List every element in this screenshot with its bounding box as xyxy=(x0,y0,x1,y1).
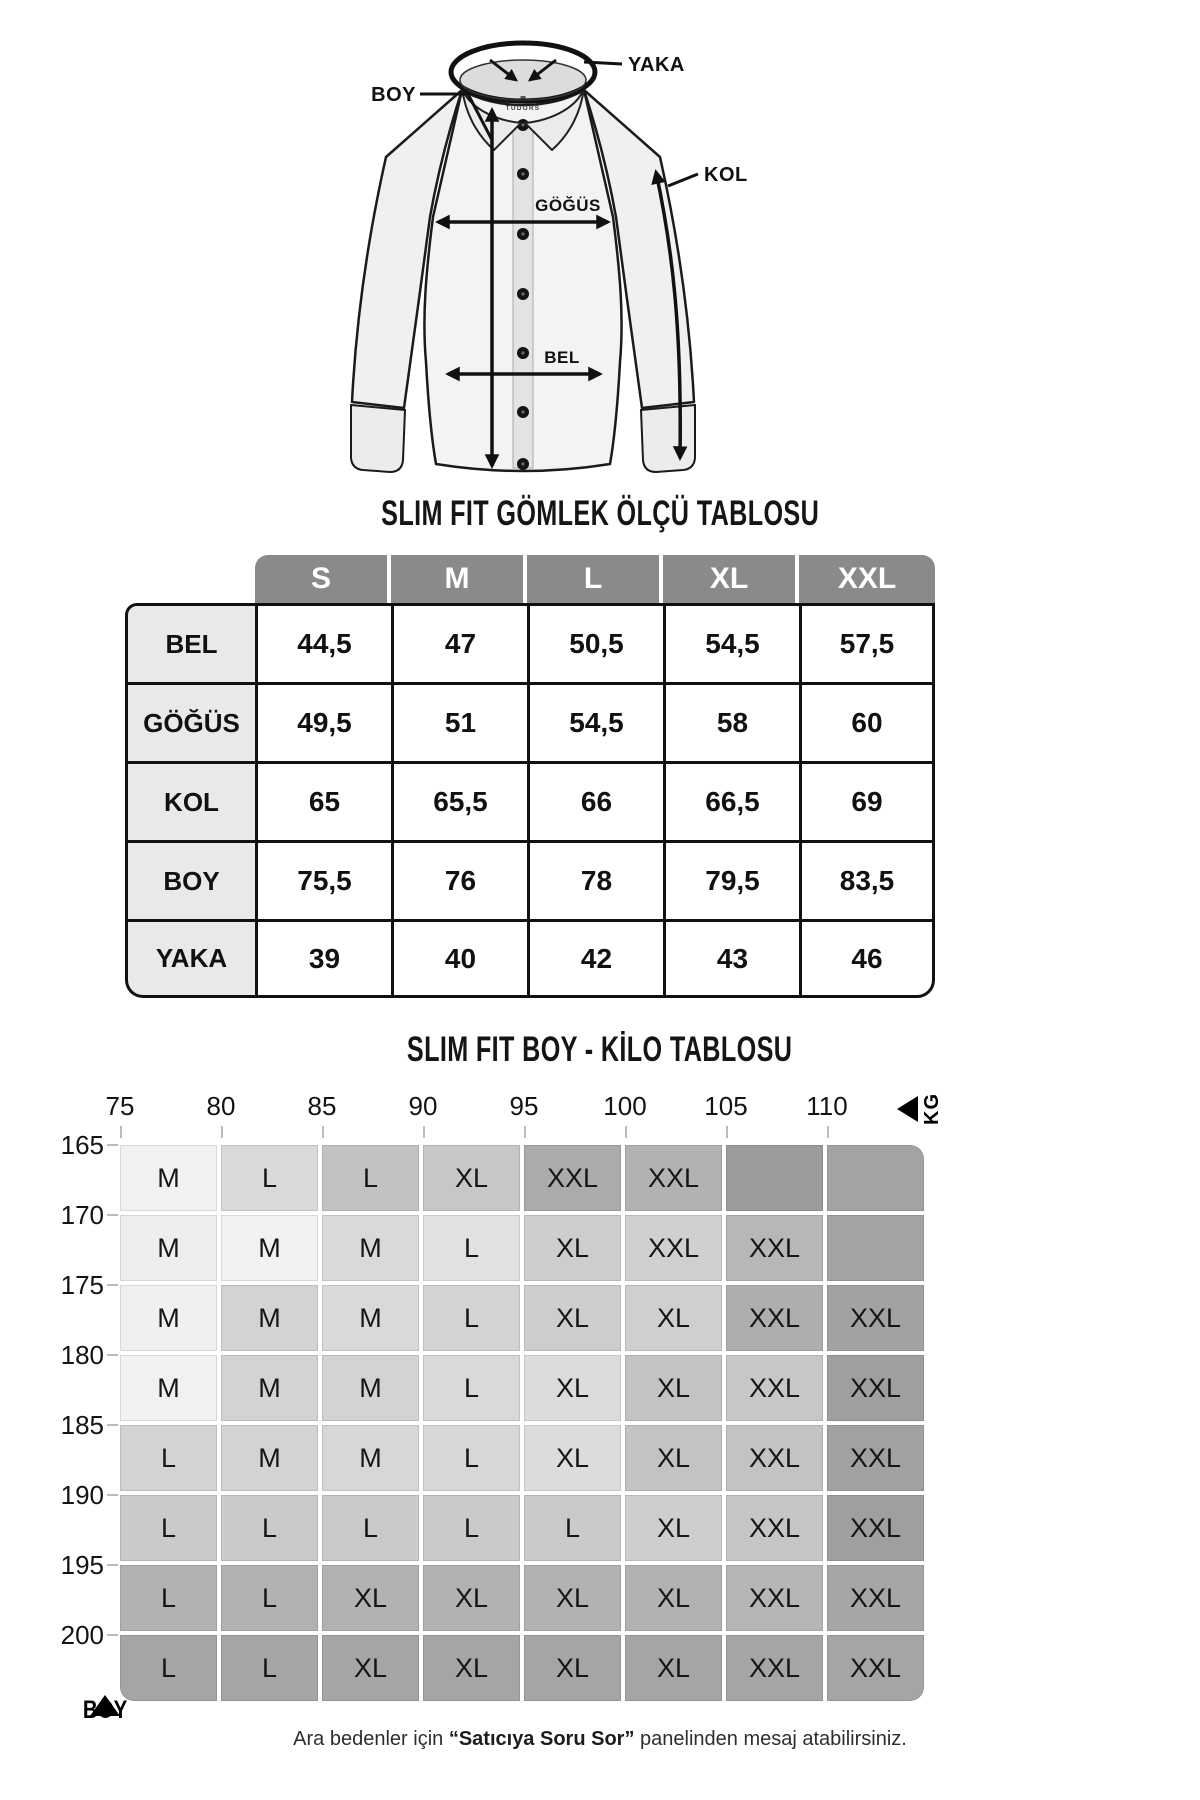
boy-tick xyxy=(107,1494,118,1496)
kg-tick xyxy=(625,1126,627,1138)
boy-axis-value: 170 xyxy=(60,1200,104,1230)
grid-cell xyxy=(827,1145,924,1211)
footer-note-bold: “Satıcıya Soru Sor” xyxy=(448,1728,635,1750)
table-cell: 47 xyxy=(391,603,527,682)
grid-cell: XL xyxy=(322,1635,419,1701)
table-cell: 58 xyxy=(663,682,799,761)
grid-cell: XL xyxy=(524,1285,621,1351)
boy-tick xyxy=(107,1144,118,1146)
grid-cell: M xyxy=(322,1285,419,1351)
grid-cell: M xyxy=(120,1355,217,1421)
grid-cell: XL xyxy=(625,1355,722,1421)
table2-title xyxy=(0,1030,1200,1070)
grid-cell: M xyxy=(322,1355,419,1421)
kg-axis xyxy=(105,1091,924,1143)
grid-cell: XL xyxy=(423,1565,520,1631)
table-cell: 49,5 xyxy=(255,682,391,761)
size-measurements-table xyxy=(125,555,935,998)
footer-note xyxy=(0,1728,1200,1751)
table-cell: 39 xyxy=(255,919,391,998)
column-header: M xyxy=(391,555,527,603)
boy-tick xyxy=(107,1634,118,1636)
boy-axis-label: BOY xyxy=(82,1696,128,1724)
grid-cell: M xyxy=(221,1425,318,1491)
footer-note-suffix: panelinden mesaj atabilirsiniz. xyxy=(634,1728,907,1750)
grid-cell: L xyxy=(120,1565,217,1631)
boy-tick xyxy=(107,1284,118,1286)
grid-cell xyxy=(827,1215,924,1281)
boy-axis-value: 175 xyxy=(60,1270,104,1300)
kg-tick xyxy=(322,1126,324,1138)
row-label: BOY xyxy=(125,840,255,919)
grid-cell: XL xyxy=(423,1635,520,1701)
column-header: S xyxy=(255,555,391,603)
boy-axis-value: 200 xyxy=(60,1620,104,1650)
table-cell: 66,5 xyxy=(663,761,799,840)
grid-cell: M xyxy=(120,1145,217,1211)
grid-cell: L xyxy=(120,1495,217,1561)
grid-cell: L xyxy=(423,1425,520,1491)
footer-note-prefix: Ara bedenler için xyxy=(293,1728,449,1750)
grid-cell: XL xyxy=(625,1425,722,1491)
boy-tick xyxy=(107,1564,118,1566)
grid-cell: XXL xyxy=(726,1425,823,1491)
table-cell: 79,5 xyxy=(663,840,799,919)
table-cell: 54,5 xyxy=(663,603,799,682)
table-cell: 65 xyxy=(255,761,391,840)
grid-cell: L xyxy=(120,1635,217,1701)
row-label: GÖĞÜS xyxy=(125,682,255,761)
grid-cell: L xyxy=(423,1355,520,1421)
label-gogus: GÖĞÜS xyxy=(535,196,601,215)
table-cell: 78 xyxy=(527,840,663,919)
grid-cell: XXL xyxy=(726,1565,823,1631)
table-cell: 46 xyxy=(799,919,935,998)
kg-tick xyxy=(524,1126,526,1138)
grid-cell: M xyxy=(221,1355,318,1421)
grid-cell: XL xyxy=(625,1565,722,1631)
grid-cell: XL xyxy=(524,1565,621,1631)
grid-cell: XXL xyxy=(827,1635,924,1701)
table-cell: 54,5 xyxy=(527,682,663,761)
boy-kilo-grid xyxy=(120,1145,924,1701)
boy-axis-value: 165 xyxy=(60,1130,104,1160)
table1-title-text: SLIM FIT GÖMLEK ÖLÇÜ TABLOSU xyxy=(381,494,819,533)
kg-arrow-icon xyxy=(897,1096,918,1122)
grid-cell: M xyxy=(221,1215,318,1281)
grid-cell: M xyxy=(322,1215,419,1281)
grid-cell: L xyxy=(423,1495,520,1561)
grid-cell: XXL xyxy=(625,1215,722,1281)
boy-axis-value: 180 xyxy=(60,1340,104,1370)
kg-axis-label: KG xyxy=(921,1093,943,1125)
grid-cell: L xyxy=(221,1145,318,1211)
grid-cell: L xyxy=(322,1495,419,1561)
grid-cell: L xyxy=(423,1215,520,1281)
grid-cell: XL xyxy=(524,1635,621,1701)
kg-tick xyxy=(221,1126,223,1138)
boy-tick xyxy=(107,1354,118,1356)
boy-axis-value: 185 xyxy=(60,1410,104,1440)
grid-cell: XXL xyxy=(827,1495,924,1561)
table-cell: 76 xyxy=(391,840,527,919)
table2-title-text: SLIM FIT BOY - KİLO TABLOSU xyxy=(407,1030,793,1069)
column-header: XXL xyxy=(799,555,935,603)
column-header: XL xyxy=(663,555,799,603)
grid-cell: XXL xyxy=(726,1355,823,1421)
table-cell: 40 xyxy=(391,919,527,998)
grid-cell: XL xyxy=(524,1215,621,1281)
column-header: L xyxy=(527,555,663,603)
grid-cell: XL xyxy=(322,1565,419,1631)
table-cell: 44,5 xyxy=(255,603,391,682)
table-corner-cell xyxy=(125,555,255,603)
kg-axis-value: 100 xyxy=(603,1091,647,1121)
grid-cell: XXL xyxy=(726,1215,823,1281)
kg-axis-value: 90 xyxy=(408,1091,438,1121)
table-cell: 42 xyxy=(527,919,663,998)
label-bel: BEL xyxy=(544,348,580,367)
shirt-diagram xyxy=(270,22,830,502)
kg-axis-value: 85 xyxy=(307,1091,337,1121)
grid-cell: L xyxy=(524,1495,621,1561)
boy-tick xyxy=(107,1424,118,1426)
grid-cell: L xyxy=(221,1635,318,1701)
grid-cell: M xyxy=(322,1425,419,1491)
grid-cell: XL xyxy=(423,1145,520,1211)
table-cell: 51 xyxy=(391,682,527,761)
grid-cell: XL xyxy=(625,1635,722,1701)
table-cell: 43 xyxy=(663,919,799,998)
label-kol: KOL xyxy=(704,164,748,186)
table1-title xyxy=(0,494,1200,534)
grid-cell: XXL xyxy=(726,1635,823,1701)
grid-cell: XXL xyxy=(827,1425,924,1491)
boy-axis xyxy=(56,1130,118,1705)
grid-cell: M xyxy=(120,1285,217,1351)
grid-cell: L xyxy=(221,1565,318,1631)
grid-cell: XXL xyxy=(524,1145,621,1211)
kg-axis-marker xyxy=(897,1093,944,1125)
grid-cell: XL xyxy=(625,1285,722,1351)
table-cell: 66 xyxy=(527,761,663,840)
grid-cell: XXL xyxy=(827,1565,924,1631)
kg-axis-value: 105 xyxy=(704,1091,748,1121)
boy-tick xyxy=(107,1214,118,1216)
grid-cell: L xyxy=(423,1285,520,1351)
row-label: KOL xyxy=(125,761,255,840)
table-cell: 83,5 xyxy=(799,840,935,919)
row-label: YAKA xyxy=(125,919,255,998)
kg-tick xyxy=(423,1126,425,1138)
grid-cell: L xyxy=(120,1425,217,1491)
grid-cell: M xyxy=(120,1215,217,1281)
grid-cell xyxy=(726,1145,823,1211)
kg-tick xyxy=(827,1126,829,1138)
table-cell: 50,5 xyxy=(527,603,663,682)
grid-cell: XL xyxy=(524,1425,621,1491)
table-cell: 69 xyxy=(799,761,935,840)
table-cell: 57,5 xyxy=(799,603,935,682)
boy-axis-value: 190 xyxy=(60,1480,104,1510)
kg-axis-value: 75 xyxy=(105,1091,135,1121)
kg-tick xyxy=(120,1126,122,1138)
table-cell: 75,5 xyxy=(255,840,391,919)
kg-axis-value: 110 xyxy=(806,1091,848,1121)
grid-cell: XL xyxy=(625,1495,722,1561)
grid-cell: L xyxy=(322,1145,419,1211)
boy-axis-value: 195 xyxy=(60,1550,104,1580)
grid-cell: XXL xyxy=(827,1285,924,1351)
label-boy: BOY xyxy=(371,84,416,106)
kg-tick xyxy=(726,1126,728,1138)
label-yaka: YAKA xyxy=(628,54,685,76)
kg-axis-value: 95 xyxy=(509,1091,539,1121)
grid-cell: XL xyxy=(524,1355,621,1421)
grid-cell: M xyxy=(221,1285,318,1351)
grid-cell: XXL xyxy=(726,1285,823,1351)
table-cell: 60 xyxy=(799,682,935,761)
grid-cell: XXL xyxy=(726,1495,823,1561)
row-label: BEL xyxy=(125,603,255,682)
table-cell: 65,5 xyxy=(391,761,527,840)
grid-cell: XXL xyxy=(625,1145,722,1211)
grid-cell: XXL xyxy=(827,1355,924,1421)
kg-axis-value: 80 xyxy=(206,1091,236,1121)
grid-cell: L xyxy=(221,1495,318,1561)
brand-text: TUDORS xyxy=(505,105,541,112)
